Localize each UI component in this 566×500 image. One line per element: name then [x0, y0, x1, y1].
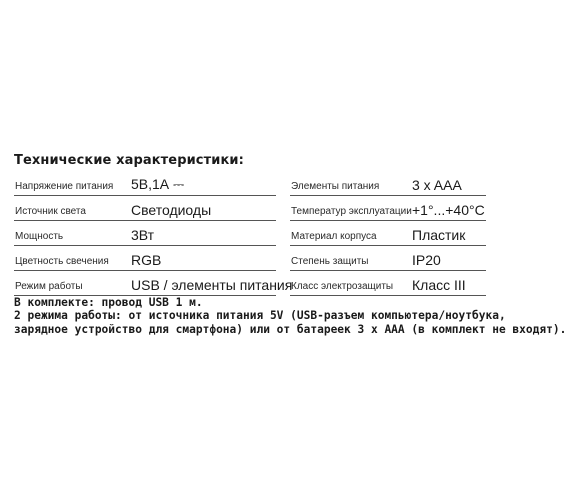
- spec-value: USB / элементы питания: [131, 277, 293, 293]
- spec-value: 5В,1А ⎓: [131, 176, 185, 192]
- spec-label: Напряжение питания: [15, 181, 114, 192]
- spec-value: RGB: [131, 252, 162, 268]
- spec-label: Источник света: [15, 206, 86, 217]
- spec-label: Мощность: [15, 231, 64, 242]
- spec-row-batteries: [290, 172, 486, 196]
- spec-label: Класс электрозащиты: [291, 281, 394, 292]
- spec-row-protection: [290, 246, 486, 271]
- spec-label: Температур эксплуатации: [291, 206, 412, 217]
- note-line: В комплекте: провод USB 1 м.: [14, 296, 203, 309]
- specs-title: Технические характеристики:: [14, 153, 244, 168]
- spec-value: Класс III: [412, 277, 466, 293]
- specs-left-column: [14, 172, 293, 296]
- spec-row-light-source: [14, 196, 276, 221]
- spec-label: Режим работы: [15, 281, 83, 292]
- note-line: 2 режима работы: от источника питания 5V (USB-разъем компьютера/ноутбука,: [14, 309, 506, 323]
- spec-row-temperature: [290, 196, 486, 221]
- specs-right-column: [290, 172, 486, 296]
- spec-row-electrical-class: [290, 271, 486, 296]
- spec-value: +1°...+40°C: [412, 202, 485, 218]
- spec-row-material: [290, 221, 486, 246]
- spec-row-voltage: [14, 172, 276, 196]
- spec-row-color: [14, 246, 276, 271]
- spec-value: Светодиоды: [131, 202, 212, 218]
- spec-row-mode: [14, 271, 293, 296]
- spec-value: Пластик: [412, 227, 466, 243]
- spec-label: Цветность свечения: [15, 256, 109, 267]
- spec-value: 3 x AAA: [412, 177, 462, 193]
- spec-label: Элементы питания: [291, 181, 380, 192]
- spec-label: Материал корпуса: [291, 231, 377, 242]
- spec-row-power: [14, 221, 276, 246]
- package-notes: [14, 296, 566, 336]
- spec-value: IP20: [412, 252, 441, 268]
- spec-label: Степень защиты: [291, 256, 369, 267]
- spec-value: 3Вт: [131, 227, 155, 243]
- note-line: зарядное устройство для смартфона) или от батареек 3 х ААА (в комплект не входят).: [14, 322, 566, 336]
